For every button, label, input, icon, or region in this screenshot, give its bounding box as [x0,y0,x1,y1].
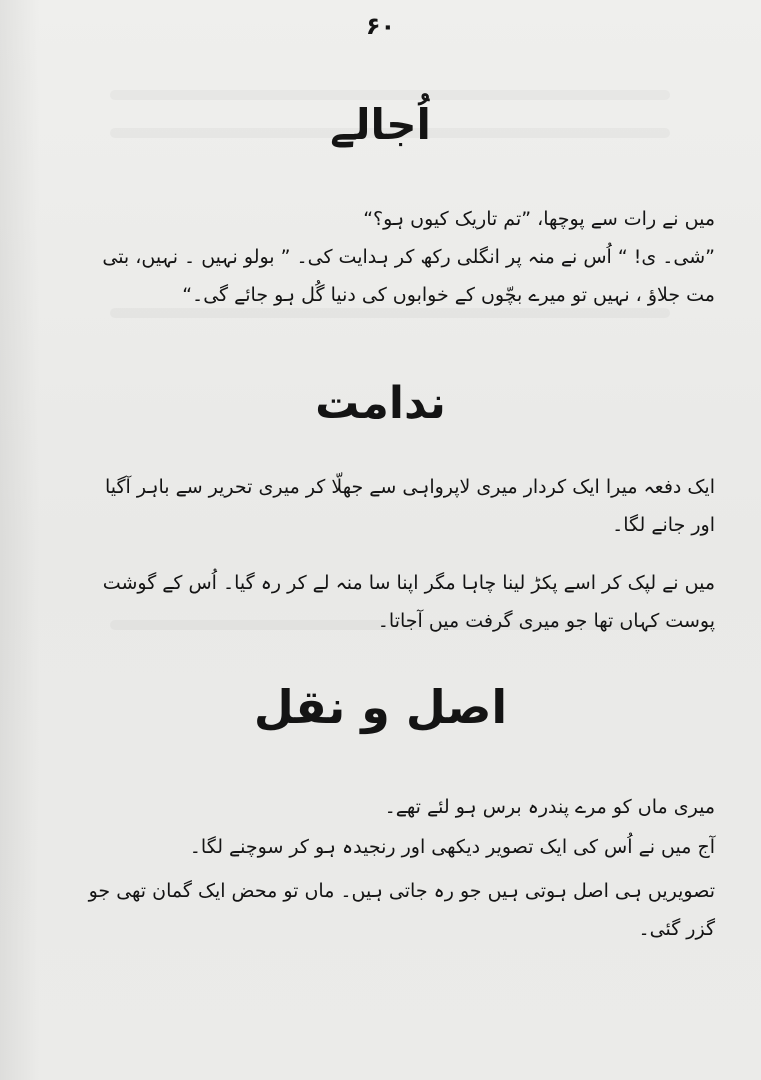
page-number: ۶۰ [365,12,396,40]
paragraph [95,788,715,826]
text-line: تصویریں ہی اصل ہوتی ہیں جو رہ جاتی ہیں۔ ماں تو محض ایک گمان تھی جو [88,880,715,902]
paragraph [95,200,715,314]
section-title-ujaale: اُجالے [330,100,431,149]
paragraph [95,828,715,866]
text-line: ”شی۔ ی! “ اُس نے منہ پر انگلی رکھ کر ہدایت کی۔ ” بولو نہیں ۔ نہیں، بتی [102,246,715,268]
text-line: مت جلاؤ ، نہیں تو میرے بچّوں کے خوابوں کی دنیا گُل ہو جائے گی۔“ [182,284,715,306]
text-line: میں نے رات سے پوچھا، ”تم تاریک کیوں ہو؟“ [363,208,715,230]
section-title-nadamat: ندامت [315,378,446,429]
paragraph [88,872,715,948]
text-line: گزر گئی۔ [638,918,715,940]
text-line: میری ماں کو مرے پندرہ برس ہو لئے تھے۔ [384,796,715,818]
text-line: میں نے لپک کر اسے پکڑ لینا چاہا مگر اپنا سا منہ لے کر رہ گیا۔ اُس کے گوشت [102,572,715,594]
text-line: آج میں نے اُس کی ایک تصویر دیکھی اور رنجیدہ ہو کر سوچنے لگا۔ [189,836,715,858]
text-line: اور جانے لگا۔ [612,514,715,536]
paragraph [95,564,715,640]
text-line: ایک دفعہ میرا ایک کردار میری لاپرواہی سے جھلّا کر میری تحریر سے باہر آگیا [104,476,715,498]
paragraph [95,468,715,544]
text-line: پوست کہاں تھا جو میری گرفت میں آجاتا۔ [377,610,715,632]
section-title-asl-o-naql: اصل و نقل [253,680,508,734]
bleed-through-mark [110,90,670,100]
